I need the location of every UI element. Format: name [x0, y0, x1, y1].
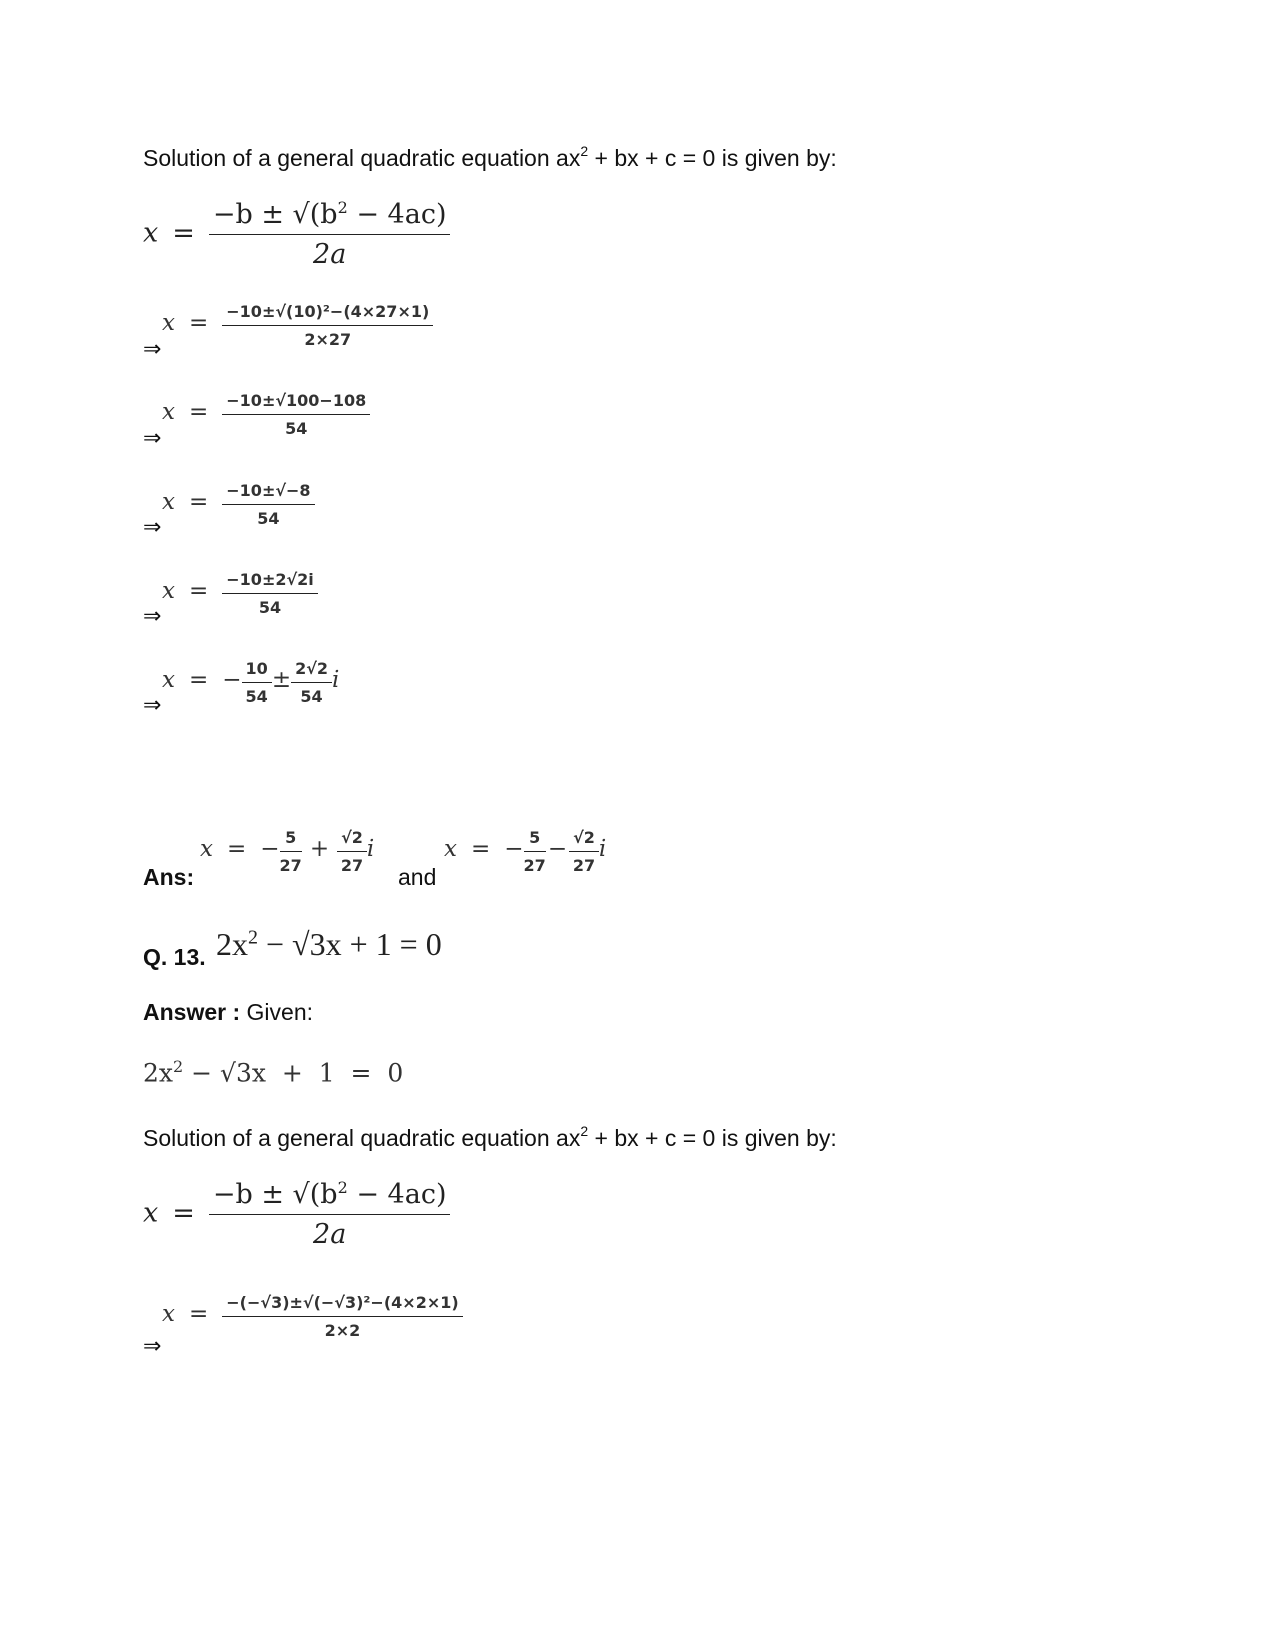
ans-sol2-fraction-1 — [524, 828, 546, 875]
ans-sol1-lhs: x — [200, 836, 213, 862]
formula-fraction — [209, 198, 451, 270]
step-5-lhs: x — [162, 667, 175, 693]
step-1-fraction — [222, 302, 433, 349]
step-5-i: i — [332, 667, 340, 693]
formula2-num-sup: 2 — [337, 1178, 348, 1197]
step-6-fraction — [222, 1293, 462, 1340]
formula2-lhs: x — [143, 1197, 159, 1229]
formula2-num-a: −b ± √(b — [212, 1179, 338, 1210]
formula-denominator: 2a — [313, 239, 347, 270]
step-1-lhs: x — [162, 310, 175, 336]
answer-line — [143, 999, 313, 1026]
step-3 — [162, 481, 315, 528]
formula-eq: = — [172, 217, 195, 249]
step-5-f1-denominator: 54 — [245, 687, 268, 706]
step-1-numerator: −10±√(10)²−(4×27×1) — [222, 302, 433, 326]
ans-sol1-f2-num: √2 — [337, 828, 367, 852]
step-6 — [162, 1293, 463, 1340]
step-5-eq: = — [188, 667, 209, 693]
given-eq-b: − √3x + 1 = 0 — [183, 1058, 404, 1088]
given-eq-sup: 2 — [173, 1057, 184, 1076]
step-5-f1-numerator: 10 — [242, 659, 272, 683]
ans-sol1-f1-den: 27 — [279, 856, 302, 875]
intro-text-1 — [143, 143, 837, 172]
step-6-denominator: 2×2 — [324, 1321, 361, 1340]
ans-sol1-f2-den: 27 — [340, 856, 364, 875]
step-1-denominator: 2×27 — [304, 330, 352, 349]
ans-sol1-fraction-2 — [337, 828, 367, 875]
question-equation — [216, 926, 442, 963]
ans-sol1-plus: + — [309, 836, 330, 862]
step-5-fraction-2 — [291, 659, 332, 706]
step-4-eq: = — [188, 578, 209, 604]
intro-text-2-sup: 2 — [580, 1123, 589, 1139]
given-equation — [143, 1057, 403, 1087]
answer-given: Given: — [240, 999, 314, 1025]
ans-sol1-i: i — [366, 836, 375, 862]
ans-solution-1 — [200, 828, 374, 875]
implies-arrow-2: ⇒ — [143, 426, 162, 451]
ans-sol2-eq: = — [470, 836, 491, 862]
general-formula-2 — [143, 1178, 450, 1250]
intro-text-1-suffix: + bx + c = 0 is given by: — [588, 145, 837, 171]
formula-numerator — [209, 198, 451, 235]
ans-and: and — [398, 864, 437, 890]
given-eq-a: 2x — [143, 1058, 174, 1088]
step-4-lhs: x — [162, 578, 175, 604]
q13-eq-b: − √3x + 1 = 0 — [258, 926, 442, 962]
step-6-eq: = — [188, 1301, 209, 1327]
step-3-denominator: 54 — [257, 509, 280, 528]
ans-sol2-fraction-2 — [569, 828, 599, 875]
formula2-denominator: 2a — [313, 1219, 347, 1250]
intro-text-2 — [143, 1123, 837, 1152]
implies-arrow-5: ⇒ — [143, 693, 162, 718]
formula-num-sup: 2 — [337, 198, 348, 217]
ans-sol2-minus-op: − — [547, 836, 568, 862]
step-6-lhs: x — [162, 1301, 175, 1327]
ans-sol1-fraction-1 — [280, 828, 302, 875]
intro-text-1-prefix: Solution of a general quadratic equation ax — [143, 145, 581, 171]
ans-sol1-minus: − — [260, 836, 280, 862]
step-5 — [162, 659, 339, 706]
step-5-minus: − — [222, 667, 242, 693]
answer-label: Answer : — [143, 999, 241, 1025]
step-2-numerator: −10±√100−108 — [222, 391, 370, 415]
step-2-lhs: x — [162, 399, 175, 425]
q13-eq-a: 2x — [216, 926, 248, 962]
implies-arrow-4: ⇒ — [143, 604, 162, 629]
ans-sol2-minus: − — [504, 836, 524, 862]
ans-sol2-f2-den: 27 — [572, 856, 596, 875]
question-label: Q. 13. — [143, 944, 206, 970]
step-4-fraction — [222, 570, 318, 617]
implies-arrow-1: ⇒ — [143, 337, 162, 362]
ans-sol1-f1-num: 5 — [280, 828, 302, 852]
ans-sol2-lhs: x — [444, 836, 457, 862]
step-5-f2-numerator: 2√2 — [291, 659, 332, 683]
formula-num-b: − 4ac) — [347, 199, 447, 230]
intro-text-1-sup: 2 — [580, 143, 589, 159]
step-2-denominator: 54 — [285, 419, 308, 438]
step-1 — [162, 302, 433, 349]
step-2-eq: = — [188, 399, 209, 425]
step-3-eq: = — [188, 489, 209, 515]
step-6-numerator: −(−√3)±√(−√3)²−(4×2×1) — [222, 1293, 462, 1317]
ans-sol2-f1-num: 5 — [524, 828, 546, 852]
formula2-fraction — [209, 1178, 451, 1250]
ans-sol2-f1-den: 27 — [523, 856, 546, 875]
intro-text-2-prefix: Solution of a general quadratic equation ax — [143, 1125, 581, 1151]
step-4-denominator: 54 — [258, 598, 282, 617]
ans-sol2-i: i — [598, 836, 607, 862]
step-4-numerator: −10±2√2i — [222, 570, 318, 594]
step-2-fraction — [222, 391, 370, 438]
implies-arrow-6: ⇒ — [143, 1334, 162, 1359]
general-formula-1 — [143, 198, 450, 270]
step-3-numerator: −10±√−8 — [222, 481, 314, 505]
step-4 — [162, 570, 318, 617]
ans-label: Ans: — [143, 864, 195, 890]
ans-sol2-f2-num: √2 — [569, 828, 599, 852]
implies-arrow-3: ⇒ — [143, 515, 162, 540]
formula-num-a: −b ± √(b — [212, 199, 338, 230]
ans-sol1-eq: = — [226, 836, 247, 862]
step-3-fraction — [222, 481, 314, 528]
step-2 — [162, 391, 370, 438]
intro-text-2-suffix: + bx + c = 0 is given by: — [588, 1125, 837, 1151]
step-5-pm: ± — [271, 667, 292, 693]
step-1-eq: = — [188, 310, 209, 336]
formula2-numerator — [209, 1178, 451, 1215]
formula-lhs: x — [143, 217, 159, 249]
step-5-fraction-1 — [242, 659, 272, 706]
ans-solution-2 — [444, 828, 606, 875]
step-3-lhs: x — [162, 489, 175, 515]
formula2-num-b: − 4ac) — [347, 1179, 447, 1210]
q13-eq-sup: 2 — [248, 926, 258, 949]
formula2-eq: = — [172, 1197, 195, 1229]
step-5-f2-denominator: 54 — [300, 687, 323, 706]
